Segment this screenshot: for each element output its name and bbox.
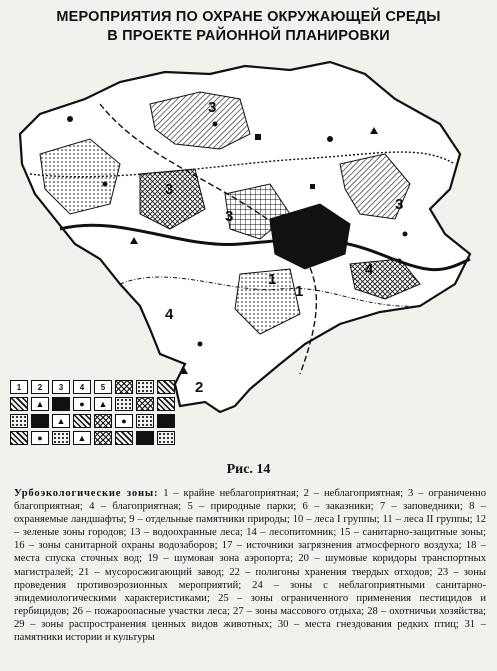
legend-swatch-stripes [157, 397, 175, 411]
legend-swatch-triangle [94, 397, 112, 411]
legend-description-lead: Урбоэкологические зоны: [14, 488, 159, 499]
legend-swatch-number-icon: 4 [73, 380, 91, 394]
legend-swatch-solid [136, 431, 154, 445]
legend-description-text: 1 – крайне неблагоприятная; 2 – неблагоприятная; 3 – ограниченно благоприятная; 4 – благоприятная; 5 – природные парки; 6 – заказники; 7 – заповедники; 8 – охраняемые ландшафты; 9 – отдельные памятники природы; 10 – леса I группы; 11 – леса II группы; 12 – зеленые зоны городов; 13 – водоохранные леса; 14 – лесопитомник; 15 – санитарно-защитные зоны; 16 – зоны санитарной охраны водозаборов; 17 – источники загрязнения атмосферного воздуха; 18 – места спуска сточных вод; 19 – шумовая зона аэропорта; 20 – шумовые коридоры транспортных магистралей; 21 – мусоросжигающий завод; 22 – полигоны хранения твердых отходов; 23 – зоны проведения противоэрозионных мероприятий; 24 – зоны с неблагоприятными санитарно-эпидемиологическими характеристиками; 25 – зоны ограниченного применения пестицидов и гербицидов; 26 – пожароопасные участки леса; 27 – зоны массового отдыха; 28 – охотничьи хозяйства; 29 – зоны распространения ценных видов животных; 30 – места гнездования редких птиц; 31 – памятники истории и культуры [14, 488, 486, 644]
triangle-icon: ▲ [98, 399, 108, 409]
zone-label: 1 [295, 283, 304, 300]
legend-swatch-triangle [52, 414, 70, 428]
zone-label: 3 [225, 208, 234, 225]
map-title-line-2: В ПРОЕКТЕ РАЙОННОЙ ПЛАНИРОВКИ [107, 28, 390, 44]
map-title-line-1: МЕРОПРИЯТИЯ ПО ОХРАНЕ ОКРУЖАЮЩЕЙ СРЕДЫ [56, 9, 441, 25]
map-title [0, 8, 497, 46]
legend-swatch-dots [136, 380, 154, 394]
triangle-icon: ▲ [56, 416, 66, 426]
legend-swatch-crosshatch [94, 414, 112, 428]
legend-swatch-stripes [73, 414, 91, 428]
legend-swatch-number-icon: 3 [52, 380, 70, 394]
legend-swatch-solid [157, 414, 175, 428]
district-planning-map [0, 44, 497, 424]
legend-swatch-dots [157, 431, 175, 445]
legend-swatch-stripes [115, 431, 133, 445]
map-legend [10, 380, 180, 445]
figure-caption: Рис. 14 [226, 462, 271, 477]
legend-swatch-dots [10, 414, 28, 428]
legend-swatch-dots [115, 397, 133, 411]
zone-label: 4 [165, 306, 174, 323]
circle-icon: ● [79, 399, 85, 409]
legend-swatch-stripes [10, 397, 28, 411]
zone-label: 3 [165, 181, 174, 198]
legend-swatch-circle [115, 414, 133, 428]
zone-label: 3 [395, 196, 404, 213]
legend-swatch-triangle [31, 397, 49, 411]
legend-swatch-crosshatch [115, 380, 133, 394]
legend-swatch-number-icon: 2 [31, 380, 49, 394]
zone-label: 3 [208, 99, 217, 116]
legend-swatch-crosshatch [94, 431, 112, 445]
legend-description [14, 487, 486, 644]
triangle-icon: ▲ [35, 399, 45, 409]
zone-label: 1 [268, 271, 277, 288]
legend-swatch-circle [73, 397, 91, 411]
circle-icon: ● [37, 433, 43, 443]
triangle-icon: ▲ [77, 433, 87, 443]
legend-swatch-number-icon: 5 [94, 380, 112, 394]
zone-label: 4 [365, 261, 374, 278]
zone-label: 2 [195, 379, 204, 396]
legend-swatch-dots [52, 431, 70, 445]
circle-icon: ● [121, 416, 127, 426]
legend-swatch-solid [31, 414, 49, 428]
legend-swatch-stripes [157, 380, 175, 394]
legend-swatch-crosshatch [136, 397, 154, 411]
legend-swatch-circle [31, 431, 49, 445]
legend-swatch-triangle [73, 431, 91, 445]
legend-swatch-number-icon: 1 [10, 380, 28, 394]
legend-swatch-dots [136, 414, 154, 428]
district-boundary [20, 62, 470, 412]
legend-swatch-stripes [10, 431, 28, 445]
legend-swatch-solid [52, 397, 70, 411]
